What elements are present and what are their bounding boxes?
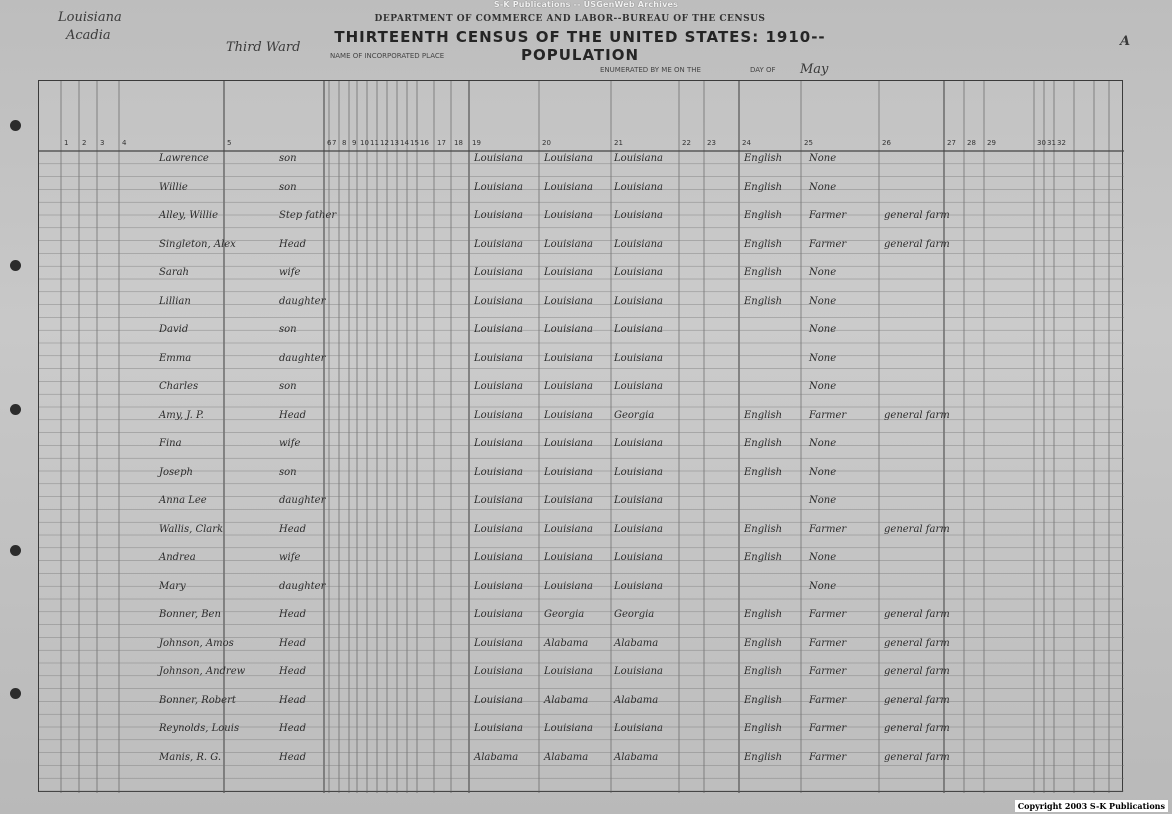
- cell-lang: English: [744, 438, 783, 449]
- cell-lang: English: [744, 694, 783, 706]
- table-row: [39, 324, 1124, 338]
- cell-relation: wife: [279, 438, 301, 449]
- column-number: 27: [947, 139, 956, 147]
- cell-mother: Louisiana: [614, 295, 663, 307]
- cell-birth: Louisiana: [474, 409, 523, 421]
- cell-birth: Louisiana: [474, 666, 523, 677]
- column-number: 28: [967, 139, 976, 147]
- cell-father: Louisiana: [544, 295, 593, 307]
- table-row: [39, 695, 1124, 709]
- cell-occ: None: [809, 495, 837, 506]
- sheet-letter: A: [1120, 34, 1131, 49]
- cell-ind: general farm: [884, 238, 950, 250]
- cell-occ: Farmer: [809, 666, 847, 677]
- table-row: [39, 638, 1124, 652]
- cell-ind: general farm: [884, 694, 950, 706]
- table-row: [39, 410, 1124, 424]
- column-number: 31: [1047, 139, 1056, 147]
- parish-handwritten: Acadia: [66, 28, 111, 43]
- cell-name: Wallis, Clark: [159, 523, 224, 535]
- column-number: 26: [882, 139, 891, 147]
- table-row: [39, 353, 1124, 367]
- cell-father: Alabama: [544, 637, 589, 649]
- binder-hole: [10, 545, 21, 556]
- binder-hole: [10, 120, 21, 131]
- column-number: 3: [100, 139, 105, 147]
- table-row: [39, 723, 1124, 737]
- cell-occ: None: [809, 324, 837, 335]
- cell-relation: Head: [279, 409, 307, 421]
- cell-mother: Louisiana: [614, 210, 663, 221]
- cell-mother: Alabama: [614, 694, 659, 706]
- column-number: 29: [987, 139, 996, 147]
- day-label: DAY OF: [750, 66, 776, 74]
- column-number: 12: [380, 139, 389, 147]
- cell-name: David: [159, 324, 189, 335]
- column-number: 6: [327, 139, 332, 147]
- cell-name: Alley, Willie: [159, 210, 219, 221]
- cell-father: Louisiana: [544, 210, 593, 221]
- cell-relation: son: [279, 153, 297, 164]
- cell-father: Louisiana: [544, 352, 593, 364]
- cell-occ: None: [809, 438, 837, 449]
- table-row: [39, 153, 1124, 167]
- cell-father: Louisiana: [544, 723, 593, 734]
- cell-father: Louisiana: [544, 267, 593, 278]
- cell-occ: Farmer: [809, 238, 847, 250]
- cell-birth: Louisiana: [474, 438, 523, 449]
- copyright-notice: Copyright 2003 S-K Publications: [1015, 800, 1168, 812]
- cell-birth: Louisiana: [474, 238, 523, 250]
- cell-occ: Farmer: [809, 609, 847, 620]
- cell-name: Mary: [159, 580, 186, 592]
- place-label: NAME OF INCORPORATED PLACE: [330, 52, 445, 60]
- cell-occ: Farmer: [809, 210, 847, 221]
- cell-father: Louisiana: [544, 409, 593, 421]
- cell-ind: general farm: [884, 523, 950, 535]
- cell-relation: wife: [279, 552, 301, 563]
- column-number: 17: [437, 139, 446, 147]
- cell-mother: Louisiana: [614, 723, 663, 734]
- cell-relation: Step father: [279, 210, 337, 221]
- cell-mother: Louisiana: [614, 153, 663, 164]
- enumerated-label: ENUMERATED BY ME ON THE: [600, 66, 701, 74]
- column-number: 5: [227, 139, 232, 147]
- cell-father: Louisiana: [544, 580, 593, 592]
- column-number: 14: [400, 139, 409, 147]
- cell-occ: None: [809, 295, 837, 307]
- cell-occ: Farmer: [809, 523, 847, 535]
- cell-name: Bonner, Ben: [159, 609, 221, 620]
- cell-relation: daughter: [279, 495, 326, 506]
- ward-handwritten: Third Ward: [226, 40, 301, 55]
- cell-father: Louisiana: [544, 466, 593, 478]
- table-row: [39, 296, 1124, 310]
- cell-lang: English: [744, 409, 783, 421]
- cell-birth: Louisiana: [474, 466, 523, 478]
- column-number: 18: [454, 139, 463, 147]
- cell-lang: English: [744, 523, 783, 535]
- cell-relation: Head: [279, 523, 307, 535]
- cell-relation: son: [279, 181, 297, 193]
- cell-lang: English: [744, 666, 783, 677]
- table-row: [39, 495, 1124, 509]
- cell-ind: general farm: [884, 666, 950, 677]
- cell-mother: Georgia: [614, 409, 655, 421]
- cell-father: Alabama: [544, 751, 589, 763]
- cell-occ: Farmer: [809, 694, 847, 706]
- cell-mother: Louisiana: [614, 552, 663, 563]
- cell-mother: Louisiana: [614, 495, 663, 506]
- cell-occ: None: [809, 153, 837, 164]
- binder-hole: [10, 260, 21, 271]
- cell-name: Reynolds, Louis: [159, 723, 240, 734]
- cell-birth: Louisiana: [474, 694, 523, 706]
- census-table: [38, 80, 1123, 792]
- column-number: 13: [390, 139, 399, 147]
- table-row: [39, 609, 1124, 623]
- cell-lang: English: [744, 181, 783, 193]
- binder-hole: [10, 688, 21, 699]
- column-number: 23: [707, 139, 716, 147]
- cell-birth: Louisiana: [474, 723, 523, 734]
- cell-lang: English: [744, 609, 783, 620]
- cell-name: Charles: [159, 381, 199, 392]
- cell-name: Sarah: [159, 267, 189, 278]
- table-row: [39, 381, 1124, 395]
- cell-ind: general farm: [884, 637, 950, 649]
- cell-father: Louisiana: [544, 523, 593, 535]
- cell-mother: Louisiana: [614, 523, 663, 535]
- cell-name: Bonner, Robert: [159, 694, 236, 706]
- column-number: 24: [742, 139, 751, 147]
- cell-mother: Georgia: [614, 609, 655, 620]
- table-row: [39, 467, 1124, 481]
- cell-mother: Louisiana: [614, 381, 663, 392]
- table-row: [39, 666, 1124, 680]
- cell-mother: Louisiana: [614, 352, 663, 364]
- cell-name: Anna Lee: [159, 495, 207, 506]
- cell-birth: Louisiana: [474, 210, 523, 221]
- cell-name: Andrea: [159, 552, 196, 563]
- cell-name: Amy, J. P.: [159, 409, 204, 421]
- cell-occ: None: [809, 352, 837, 364]
- cell-lang: English: [744, 723, 783, 734]
- cell-birth: Louisiana: [474, 580, 523, 592]
- cell-relation: wife: [279, 267, 301, 278]
- cell-birth: Louisiana: [474, 552, 523, 563]
- cell-mother: Alabama: [614, 751, 659, 763]
- cell-ind: general farm: [884, 751, 950, 763]
- cell-relation: son: [279, 466, 297, 478]
- state-handwritten: Louisiana: [58, 10, 122, 25]
- cell-name: Johnson, Amos: [159, 637, 234, 649]
- cell-name: Fina: [159, 438, 182, 449]
- column-number: 2: [82, 139, 87, 147]
- cell-birth: Louisiana: [474, 609, 523, 620]
- cell-lang: English: [744, 267, 783, 278]
- column-number: 9: [352, 139, 357, 147]
- cell-name: Lawrence: [159, 153, 209, 164]
- cell-birth: Louisiana: [474, 181, 523, 193]
- date-handwritten: May: [800, 62, 829, 77]
- cell-mother: Louisiana: [614, 438, 663, 449]
- cell-mother: Louisiana: [614, 181, 663, 193]
- cell-birth: Louisiana: [474, 153, 523, 164]
- cell-father: Alabama: [544, 694, 589, 706]
- cell-birth: Louisiana: [474, 324, 523, 335]
- cell-mother: Louisiana: [614, 666, 663, 677]
- cell-ind: general farm: [884, 409, 950, 421]
- column-number: 20: [542, 139, 551, 147]
- cell-occ: Farmer: [809, 751, 847, 763]
- cell-ind: general farm: [884, 723, 950, 734]
- publisher-bar: S-K Publications -- USGenWeb Archives: [493, 0, 679, 9]
- cell-occ: None: [809, 552, 837, 563]
- cell-relation: Head: [279, 723, 307, 734]
- cell-occ: Farmer: [809, 637, 847, 649]
- cell-birth: Louisiana: [474, 495, 523, 506]
- cell-birth: Louisiana: [474, 267, 523, 278]
- column-number: 10: [360, 139, 369, 147]
- cell-occ: None: [809, 381, 837, 392]
- column-number: 22: [682, 139, 691, 147]
- column-number: 4: [122, 139, 127, 147]
- cell-birth: Louisiana: [474, 523, 523, 535]
- cell-relation: Head: [279, 751, 307, 763]
- table-row: [39, 438, 1124, 452]
- cell-relation: Head: [279, 694, 307, 706]
- cell-relation: son: [279, 381, 297, 392]
- cell-relation: son: [279, 324, 297, 335]
- cell-relation: daughter: [279, 352, 326, 364]
- cell-father: Louisiana: [544, 324, 593, 335]
- column-number: 16: [420, 139, 429, 147]
- cell-father: Louisiana: [544, 552, 593, 563]
- cell-occ: Farmer: [809, 409, 847, 421]
- cell-father: Georgia: [544, 609, 585, 620]
- table-row: [39, 182, 1124, 196]
- census-title: THIRTEENTH CENSUS OF THE UNITED STATES: 1910--POPULATION: [334, 28, 826, 64]
- cell-relation: Head: [279, 637, 307, 649]
- cell-occ: None: [809, 181, 837, 193]
- cell-lang: English: [744, 210, 783, 221]
- cell-ind: general farm: [884, 210, 950, 221]
- cell-birth: Louisiana: [474, 352, 523, 364]
- binder-hole: [10, 404, 21, 415]
- cell-occ: None: [809, 267, 837, 278]
- cell-mother: Louisiana: [614, 466, 663, 478]
- cell-relation: Head: [279, 238, 307, 250]
- column-number: 11: [370, 139, 379, 147]
- cell-father: Louisiana: [544, 238, 593, 250]
- cell-lang: English: [744, 466, 783, 478]
- cell-name: Willie: [159, 181, 188, 193]
- cell-name: Joseph: [159, 466, 193, 478]
- cell-mother: Louisiana: [614, 324, 663, 335]
- cell-birth: Louisiana: [474, 637, 523, 649]
- table-row: [39, 581, 1124, 595]
- column-number: 1: [64, 139, 69, 147]
- cell-lang: English: [744, 295, 783, 307]
- cell-birth: Louisiana: [474, 295, 523, 307]
- cell-father: Louisiana: [544, 495, 593, 506]
- column-number: 8: [342, 139, 347, 147]
- table-row: [39, 524, 1124, 538]
- cell-father: Louisiana: [544, 381, 593, 392]
- cell-father: Louisiana: [544, 181, 593, 193]
- table-row: [39, 210, 1124, 224]
- cell-birth: Alabama: [474, 751, 519, 763]
- column-number: 15: [410, 139, 419, 147]
- cell-lang: English: [744, 637, 783, 649]
- cell-father: Louisiana: [544, 438, 593, 449]
- cell-name: Singleton, Alex: [159, 238, 236, 250]
- cell-birth: Louisiana: [474, 381, 523, 392]
- cell-name: Manis, R. G.: [159, 751, 222, 763]
- cell-name: Lillian: [159, 295, 191, 307]
- cell-relation: Head: [279, 666, 307, 677]
- cell-name: Emma: [159, 352, 192, 364]
- cell-relation: daughter: [279, 295, 326, 307]
- cell-occ: Farmer: [809, 723, 847, 734]
- cell-relation: Head: [279, 609, 307, 620]
- cell-father: Louisiana: [544, 153, 593, 164]
- table-row: [39, 752, 1124, 766]
- column-number: 25: [804, 139, 813, 147]
- cell-lang: English: [744, 552, 783, 563]
- cell-mother: Louisiana: [614, 267, 663, 278]
- column-number: 19: [472, 139, 481, 147]
- cell-lang: English: [744, 751, 783, 763]
- cell-lang: English: [744, 153, 783, 164]
- department-heading: DEPARTMENT OF COMMERCE AND LABOR--BUREAU OF THE CENSUS: [374, 14, 766, 24]
- cell-mother: Louisiana: [614, 238, 663, 250]
- cell-lang: English: [744, 238, 783, 250]
- column-number: 32: [1057, 139, 1066, 147]
- column-number: 21: [614, 139, 623, 147]
- cell-mother: Alabama: [614, 637, 659, 649]
- cell-name: Johnson, Andrew: [159, 666, 246, 677]
- table-row: [39, 552, 1124, 566]
- column-number: 7: [332, 139, 337, 147]
- cell-occ: None: [809, 580, 837, 592]
- cell-father: Louisiana: [544, 666, 593, 677]
- cell-mother: Louisiana: [614, 580, 663, 592]
- column-number: 30: [1037, 139, 1046, 147]
- table-row: [39, 267, 1124, 281]
- cell-relation: daughter: [279, 580, 326, 592]
- cell-occ: None: [809, 466, 837, 478]
- cell-ind: general farm: [884, 609, 950, 620]
- table-row: [39, 239, 1124, 253]
